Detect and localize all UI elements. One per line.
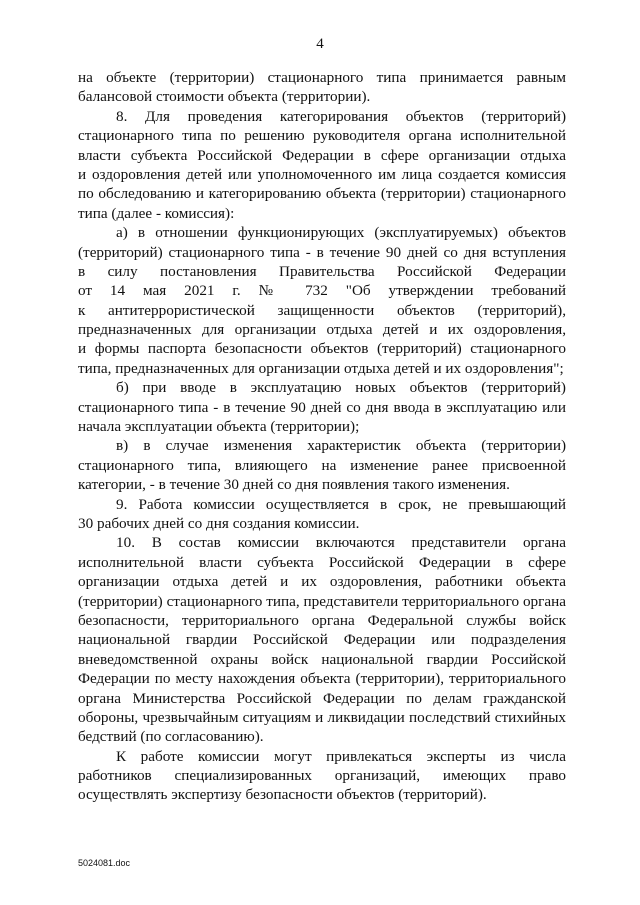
- paragraph-item-8: [78, 107, 566, 223]
- text-line: балансовой стоимости объекта (территории).: [78, 88, 371, 106]
- text-line: и формы паспорта безопасности объектов (территорий) стационарного: [78, 340, 566, 358]
- text-line: бедствий (по согласованию).: [78, 728, 264, 746]
- text-line: 30 рабочих дней со дня создания комиссии.: [78, 514, 360, 532]
- paragraph-item-9: [78, 495, 566, 534]
- text-line: стационарного типа по решению руководителя органа исполнительной: [78, 127, 566, 145]
- text-line: от 14 мая 2021 г. № 732 "Об утверждении требований: [78, 282, 566, 300]
- document-filename: 5024081.doc: [78, 858, 131, 868]
- text-line: 8. Для проведения категорирования объектов (территорий): [116, 107, 566, 125]
- text-line: Федерации по месту нахождения объекта (территории), территориального: [78, 670, 566, 688]
- paragraph-item-10: [78, 533, 566, 746]
- text-line: в силу постановления Правительства Российской Федерации: [78, 262, 566, 280]
- paragraph-subitem-b: [78, 378, 566, 436]
- text-line: по обследованию и категорированию объекта (территории) стационарного: [78, 185, 566, 203]
- text-line: стационарного типа, влияющего на изменение ранее присвоенной: [78, 456, 566, 474]
- text-line: организации отдыха детей и их оздоровления, работники объекта: [78, 573, 566, 591]
- text-line: стационарного типа - в течение 90 дней со дня ввода в эксплуатацию или: [78, 398, 566, 416]
- text-line: осуществлять экспертизу безопасности объектов (территорий).: [78, 786, 487, 804]
- text-line: национальной гвардии Российской Федерации или подразделения: [78, 631, 566, 649]
- text-line: а) в отношении функционирующих (эксплуатируемых) объектов: [116, 224, 566, 242]
- text-line: (территорий) стационарного типа - в течение 90 дней со дня вступления: [78, 243, 566, 261]
- text-line: власти субъекта Российской Федерации в сфере организации отдыха: [78, 146, 566, 164]
- page-number: 4: [316, 36, 324, 52]
- text-line: вневедомственной охраны войск национальной гвардии Российской: [78, 650, 566, 668]
- text-line: обороны, чрезвычайным ситуациям и ликвидации последствий стихийных: [78, 708, 566, 726]
- paragraph-experts: [78, 747, 566, 805]
- text-line: исполнительной власти субъекта Российской Федерации в сфере: [78, 553, 566, 571]
- text-line: к антитеррористической защищенности объектов (территорий),: [78, 301, 566, 319]
- text-line: б) при вводе в эксплуатацию новых объектов (территорий): [116, 379, 566, 397]
- text-line: на объекте (территории) стационарного типа принимается равным: [78, 69, 566, 86]
- text-line: работников специализированных организаций, имеющих право: [78, 767, 566, 785]
- document-body: [78, 68, 566, 805]
- text-line: безопасности, территориального органа Федеральной службы войск: [78, 611, 566, 629]
- text-line: 10. В состав комиссии включаются представители органа: [116, 534, 566, 552]
- text-line: начала эксплуатации объекта (территории);: [78, 418, 360, 436]
- text-line: 9. Работа комиссии осуществляется в срок, не превышающий: [116, 495, 566, 513]
- text-line: типа (далее - комиссия):: [78, 204, 235, 222]
- paragraph-subitem-v: [78, 436, 566, 494]
- paragraph-subitem-a: [78, 223, 566, 378]
- text-line: типа, предназначенных для организации отдыха детей и их оздоровления";: [78, 359, 564, 377]
- text-line: органа Министерства Российской Федерации по делам гражданской: [78, 689, 566, 707]
- text-line: в) в случае изменения характеристик объекта (территории): [116, 437, 566, 455]
- text-line: категории, - в течение 30 дней со дня появления такого изменения.: [78, 476, 510, 494]
- text-line: (территории) стационарного типа, представители территориального органа: [78, 592, 566, 610]
- paragraph-continuation: [78, 68, 566, 107]
- text-line: и оздоровления детей или уполномоченного им лица создается комиссия: [78, 165, 566, 183]
- text-line: предназначенных для организации отдыха детей и их оздоровления,: [78, 321, 566, 339]
- text-line: К работе комиссии могут привлекаться эксперты из числа: [116, 747, 566, 765]
